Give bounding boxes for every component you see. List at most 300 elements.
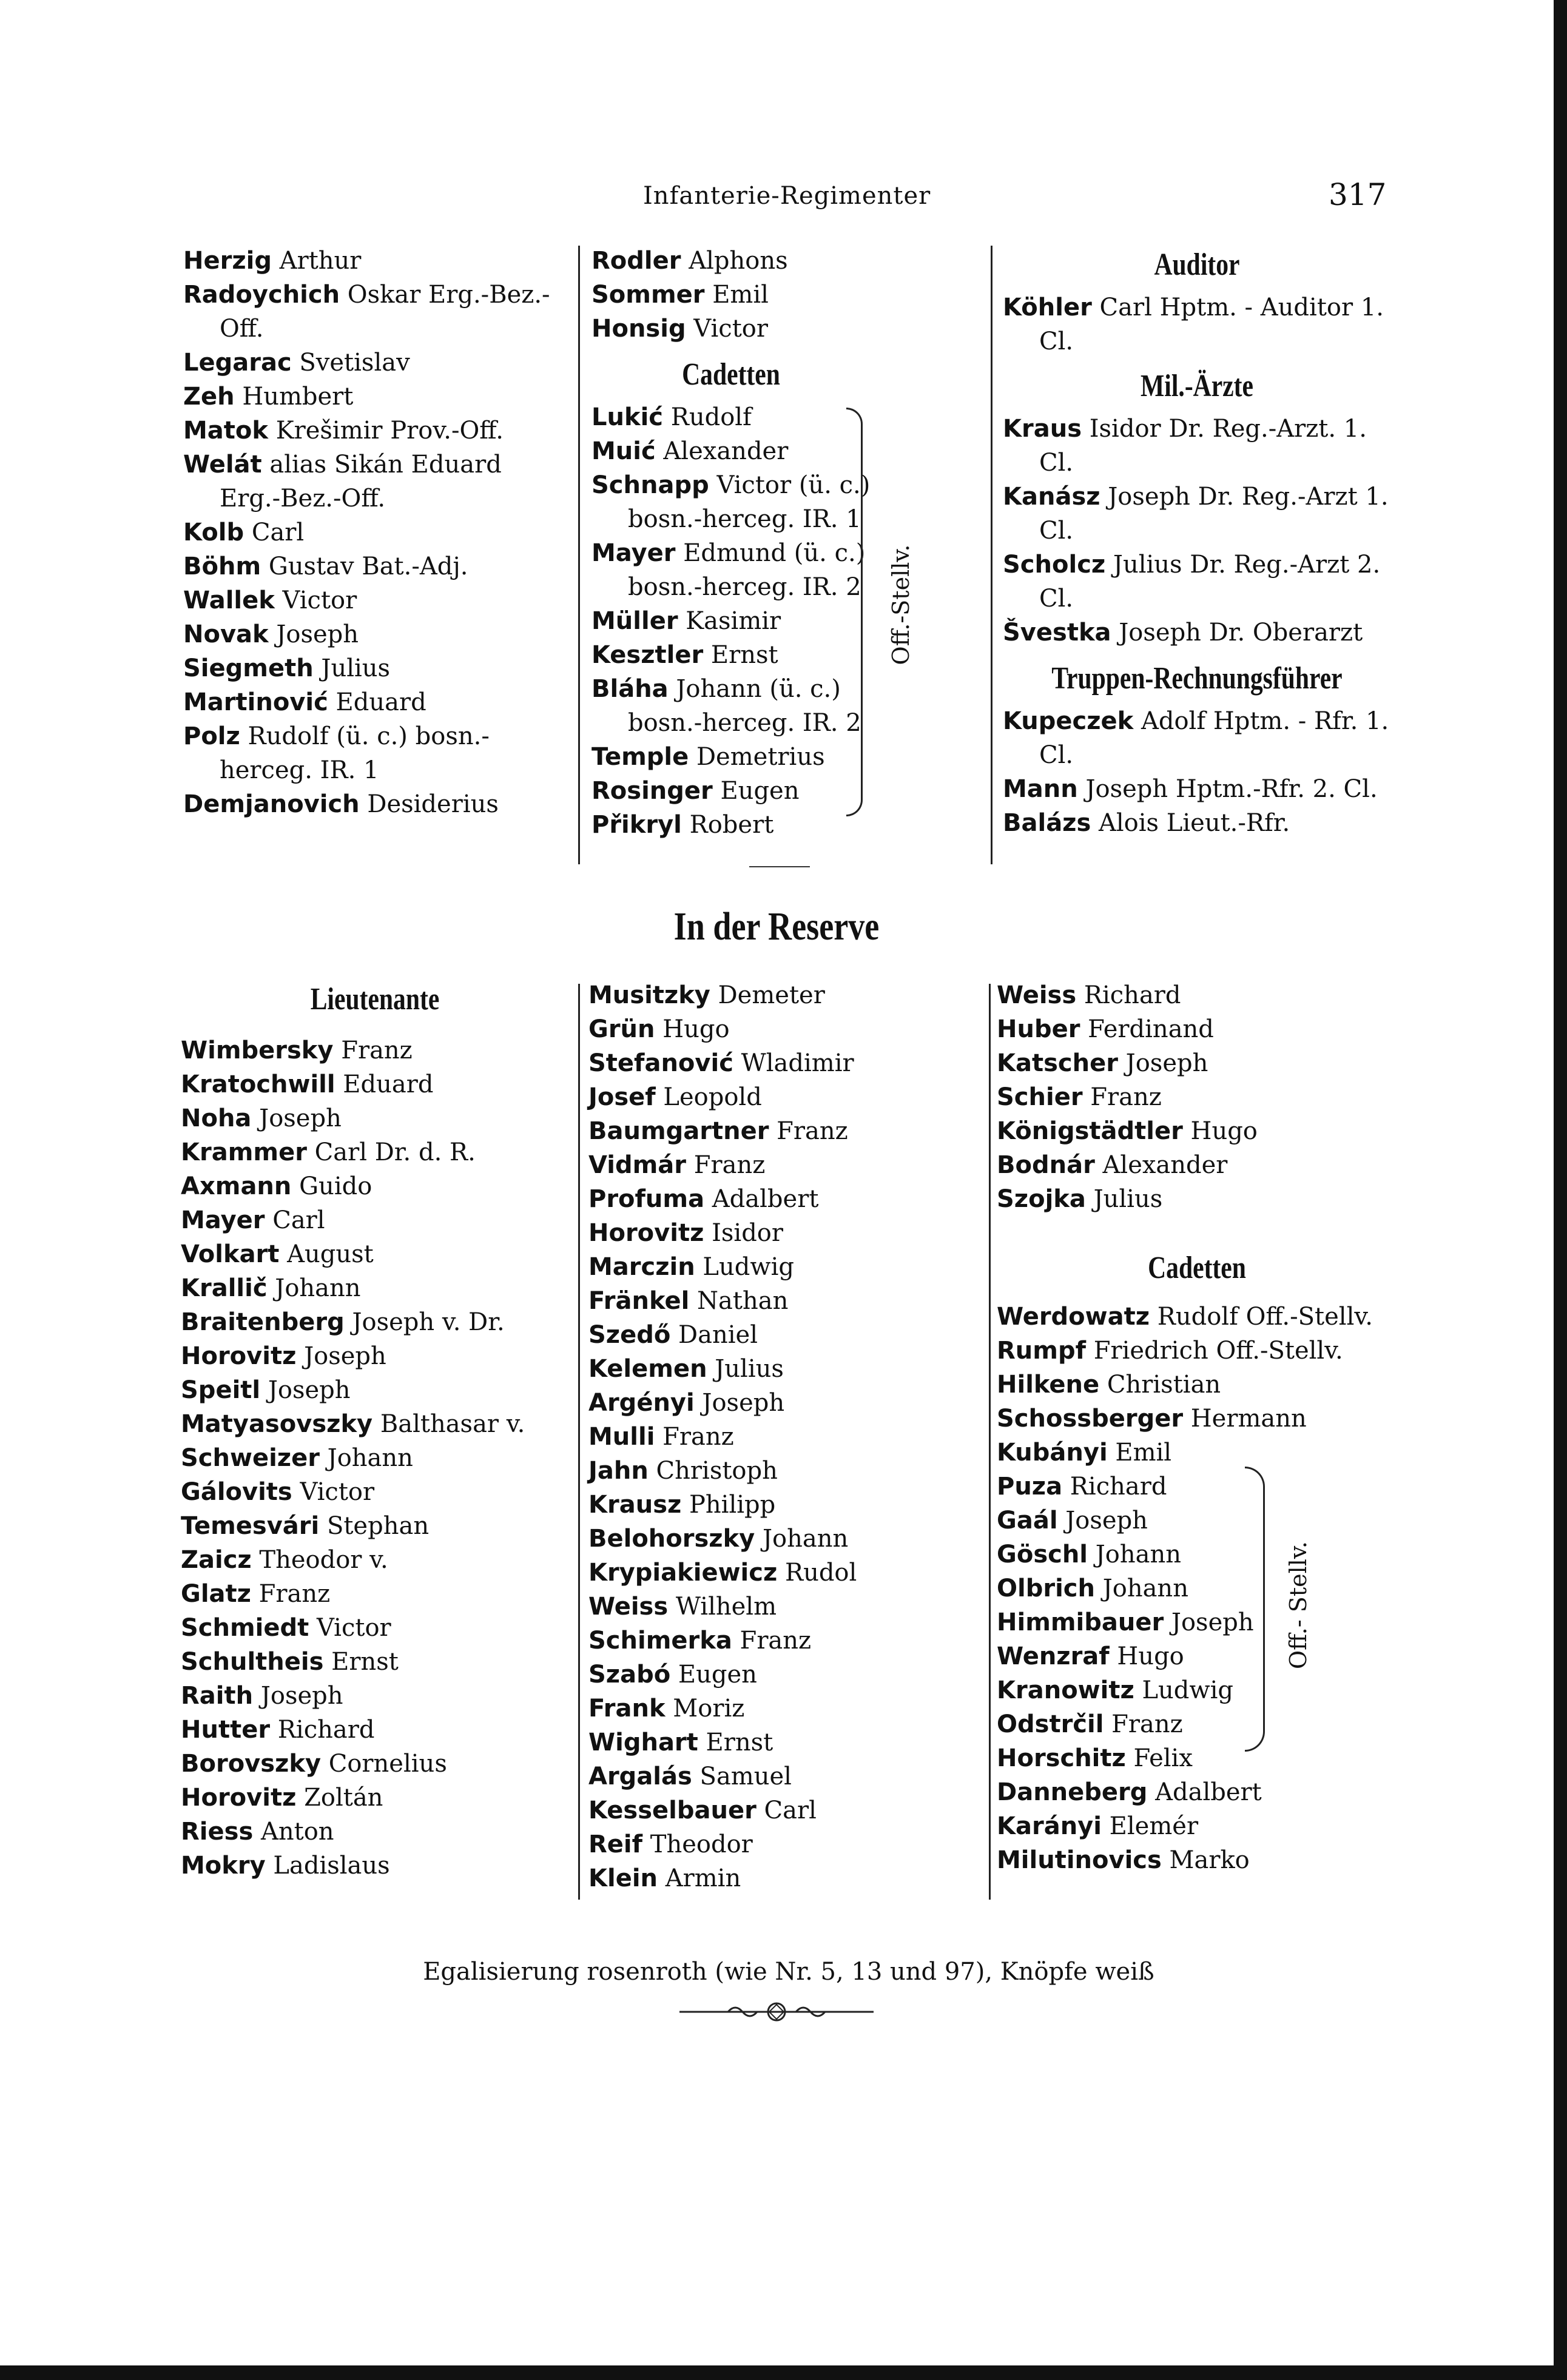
entry-surname: Olbrich — [997, 1575, 1095, 1602]
entry-details: Svetislav — [291, 349, 410, 377]
roster-entry — [997, 1639, 1397, 1673]
entry-surname: Königstädtler — [997, 1117, 1183, 1145]
entry-details: Johann — [755, 1525, 849, 1553]
roster-entry — [588, 1352, 983, 1386]
roster-entry — [591, 604, 871, 638]
entry-surname: Puza — [997, 1473, 1063, 1501]
entry-surname: Profuma — [588, 1185, 705, 1213]
entry-surname: Welát — [183, 451, 262, 479]
roster-entry — [588, 1726, 983, 1760]
entry-surname: Müller — [591, 607, 678, 635]
entry-surname: Frank — [588, 1695, 666, 1723]
entry-details: Zoltán — [296, 1784, 383, 1812]
entry-surname: Schimerka — [588, 1627, 732, 1655]
entry-details: Richard — [1076, 981, 1181, 1009]
entry-details: Guido — [291, 1172, 372, 1200]
entry-surname: Sommer — [591, 281, 705, 309]
roster-entry — [183, 448, 565, 516]
roster-entry — [591, 536, 871, 604]
entry-details: Joseph — [268, 620, 359, 648]
entry-surname: Schultheis — [181, 1648, 324, 1676]
entry-details: Alois Lieut.-Rfr. — [1091, 809, 1290, 837]
section-end-rule — [749, 866, 810, 867]
roster-entry — [181, 1373, 569, 1407]
entry-surname: Rodler — [591, 247, 681, 275]
roster-entry — [588, 1080, 983, 1114]
page-number: 317 — [1329, 177, 1387, 212]
entry-details: Joseph Dr. Oberarzt — [1111, 619, 1363, 647]
entry-details: Moriz — [665, 1695, 745, 1723]
entry-details: Joseph — [296, 1342, 386, 1370]
entry-details: Joseph — [251, 1104, 342, 1132]
roster-entry — [588, 1216, 983, 1250]
entry-details: Johann — [1088, 1541, 1181, 1568]
entry-surname: Hutter — [181, 1716, 271, 1744]
roster-entry — [1003, 704, 1391, 772]
entry-surname: Schier — [997, 1083, 1083, 1111]
entry-surname: Temple — [591, 743, 689, 771]
entry-surname: Odstrčil — [997, 1710, 1104, 1738]
roster-entry — [181, 1611, 569, 1645]
entry-surname: Gaál — [997, 1507, 1058, 1535]
roster-entry — [591, 468, 871, 536]
entry-details: Friedrich Off.-Stellv. — [1086, 1337, 1343, 1365]
entry-details: alias Sikán Eduard Erg.-Bez.-Off. — [220, 451, 502, 513]
entry-details: Joseph Hptm.-Rfr. 2. Cl. — [1077, 775, 1378, 803]
entry-details: Franz — [333, 1037, 413, 1064]
entry-surname: Riess — [181, 1818, 254, 1846]
entry-details: Balthasar v. — [372, 1410, 525, 1438]
entry-surname: Švestka — [1003, 619, 1111, 647]
entry-details: Adalbert — [704, 1185, 819, 1213]
roster-entry — [997, 1572, 1397, 1605]
roster-entry — [588, 1012, 983, 1046]
roster-entry — [588, 1046, 983, 1080]
entry-surname: Vidmár — [588, 1151, 686, 1179]
entry-surname: Scholcz — [1003, 551, 1106, 579]
roster-entry — [181, 1645, 569, 1679]
entry-details: Victor — [274, 587, 357, 614]
roster-entry — [997, 1148, 1397, 1182]
entry-surname: Siegmeth — [183, 654, 314, 682]
entry-surname: Kubányi — [997, 1439, 1108, 1467]
roster-entry — [181, 1781, 569, 1815]
roster-entry — [1003, 291, 1391, 358]
roster-entry — [181, 1747, 569, 1781]
entry-surname: Göschl — [997, 1541, 1088, 1568]
roster-entry — [181, 1509, 569, 1543]
entry-details: Johann — [267, 1274, 361, 1302]
entry-surname: Wenzraf — [997, 1642, 1110, 1670]
entry-details: Johann — [1094, 1575, 1188, 1602]
entry-details: Ernst — [698, 1729, 773, 1756]
entry-surname: Josef — [588, 1083, 656, 1111]
entry-details: Emil — [1107, 1439, 1172, 1467]
entry-details: Victor (ü. c.) bosn.-herceg. IR. 1 — [628, 471, 871, 533]
entry-details: Humbert — [234, 383, 354, 411]
entry-details: Ludwig — [1134, 1676, 1234, 1704]
entry-details: Victor — [309, 1614, 391, 1642]
roster-entry — [588, 1148, 983, 1182]
roster-entry — [183, 550, 565, 583]
entry-details: Elemér — [1101, 1812, 1199, 1840]
entry-details: Johann (ü. c.) bosn.-herceg. IR. 2 — [628, 675, 861, 737]
entry-surname: Kolb — [183, 519, 244, 546]
roster-entry — [181, 1067, 569, 1101]
entry-details: Anton — [253, 1818, 334, 1846]
entry-details: Hugo — [1182, 1117, 1258, 1145]
off-stellv-brace-label: Off.-Stellv. — [888, 544, 914, 665]
entry-details: Ludwig — [695, 1253, 794, 1281]
reserve-right-column — [997, 978, 1397, 1877]
entry-details: Rudolf (ü. c.) bosn.-herceg. IR. 1 — [220, 722, 490, 784]
entry-details: Julius Dr. Reg.-Arzt 2. Cl. — [1039, 551, 1381, 613]
entry-details: Theodor v. — [251, 1546, 388, 1574]
roster-entry — [591, 740, 871, 774]
entry-details: Isidor — [704, 1219, 784, 1247]
entry-surname: Zaicz — [181, 1546, 252, 1574]
entry-details: Carl — [265, 1206, 325, 1234]
entry-details: Wladimir — [733, 1049, 854, 1077]
entry-surname: Kraus — [1003, 415, 1082, 443]
entry-details: Isidor Dr. Reg.-Arzt. 1. Cl. — [1039, 415, 1367, 477]
roster-entry — [588, 1386, 983, 1420]
entry-surname: Bodnár — [997, 1151, 1095, 1179]
entry-surname: Muić — [591, 437, 656, 465]
entry-details: Victor — [686, 315, 768, 343]
entry-surname: Honsig — [591, 315, 686, 343]
roster-entry — [183, 719, 565, 787]
entry-details: Adalbert — [1147, 1778, 1262, 1806]
entry-surname: Schossberger — [997, 1405, 1184, 1433]
roster-entry — [997, 1673, 1397, 1707]
entry-details: Samuel — [692, 1763, 792, 1790]
roster-entry — [183, 244, 565, 278]
entry-surname: Noha — [181, 1104, 252, 1132]
entry-details: Carl — [244, 519, 305, 546]
entry-details: Demeter — [710, 981, 825, 1009]
entry-details: Hermann — [1183, 1405, 1307, 1433]
roster-entry — [997, 1114, 1397, 1148]
entry-surname: Radoychich — [183, 281, 340, 309]
roster-entry — [591, 244, 871, 278]
entry-surname: Krypiakiewicz — [588, 1559, 778, 1587]
roster-entry — [591, 672, 871, 740]
entry-surname: Kanász — [1003, 483, 1100, 511]
entry-surname: Krammer — [181, 1138, 307, 1166]
entry-details: Carl — [756, 1797, 817, 1824]
roster-entry — [183, 787, 565, 821]
entry-surname: Argalás — [588, 1763, 692, 1790]
entry-surname: Mayer — [591, 539, 676, 567]
entry-surname: Schmiedt — [181, 1614, 309, 1642]
entry-surname: Belohorszky — [588, 1525, 755, 1553]
entry-surname: Polz — [183, 722, 240, 750]
entry-details: Carl Dr. d. R. — [306, 1138, 476, 1166]
entry-surname: Mulli — [588, 1423, 655, 1451]
roster-entry — [588, 978, 983, 1012]
mil-aerzte-heading: Mil.-Ärzte — [1141, 369, 1253, 403]
roster-entry — [588, 1284, 983, 1318]
roster-entry — [588, 1658, 983, 1692]
roster-entry — [591, 774, 871, 808]
entry-surname: Werdowatz — [997, 1303, 1150, 1331]
reserve-title: In der Reserve — [673, 904, 880, 949]
entry-surname: Přikryl — [591, 811, 682, 839]
entry-surname: Zeh — [183, 383, 235, 411]
entry-surname: Milutinovics — [997, 1846, 1162, 1874]
roster-entry — [588, 1861, 983, 1895]
entry-details: Eduard — [335, 1071, 434, 1098]
roster-entry — [997, 1436, 1397, 1470]
roster-entry — [183, 380, 565, 414]
entry-details: Edmund (ü. c.) bosn.-herceg. IR. 2 — [628, 539, 866, 601]
entry-surname: Speitl — [181, 1376, 261, 1404]
roster-entry — [997, 1843, 1397, 1877]
entry-details: Franz — [686, 1151, 766, 1179]
entry-surname: Wimbersky — [181, 1037, 334, 1064]
entry-details: August — [279, 1240, 374, 1268]
roster-entry — [997, 1809, 1397, 1843]
entry-surname: Kelemen — [588, 1355, 707, 1383]
entry-details: Carl Hptm. - Auditor 1. Cl. — [1039, 294, 1384, 355]
cadetten-heading: Cadetten — [1148, 1251, 1246, 1285]
entry-details: Theodor — [642, 1830, 753, 1858]
entry-details: Christian — [1099, 1371, 1221, 1399]
roster-entry — [1003, 412, 1391, 480]
roster-entry — [181, 1815, 569, 1849]
roster-entry — [181, 1101, 569, 1135]
entry-details: Felix — [1125, 1744, 1193, 1772]
entry-details: Franz — [251, 1580, 331, 1608]
roster-entry — [997, 1504, 1397, 1538]
roster-entry — [181, 1713, 569, 1747]
entry-surname: Grün — [588, 1015, 655, 1043]
entry-details: Gustav Bat.-Adj. — [261, 553, 468, 580]
entry-surname: Weiss — [588, 1593, 669, 1621]
roster-entry — [997, 1402, 1397, 1436]
roster-entry — [181, 1305, 569, 1339]
roster-entry — [181, 1475, 569, 1509]
entry-surname: Rosinger — [591, 777, 713, 805]
entry-details: Joseph — [1117, 1049, 1208, 1077]
entry-surname: Axmann — [181, 1172, 292, 1200]
cadetten-heading: Cadetten — [682, 357, 780, 392]
upper-left-column — [183, 244, 565, 821]
off-stellv-brace — [1245, 1467, 1265, 1752]
entry-surname: Kesselbauer — [588, 1797, 757, 1824]
roster-entry — [591, 638, 871, 672]
entry-surname: Glatz — [181, 1580, 251, 1608]
entry-surname: Gálovits — [181, 1478, 292, 1506]
roster-entry — [997, 1334, 1397, 1368]
entry-surname: Temesvári — [181, 1512, 320, 1540]
roster-entry — [588, 1454, 983, 1488]
off-stellv-brace-label: Off.- Stellv. — [1285, 1541, 1312, 1669]
roster-entry — [1003, 806, 1391, 840]
entry-details: Rudolf — [663, 403, 752, 431]
entry-surname: Demjanovich — [183, 790, 360, 818]
off-stellv-brace — [846, 408, 863, 816]
roster-entry — [181, 1441, 569, 1475]
entry-details: Nathan — [689, 1287, 789, 1315]
roster-entry — [183, 414, 565, 448]
entry-surname: Rumpf — [997, 1337, 1086, 1365]
entry-details: Richard — [270, 1716, 375, 1744]
roster-entry — [1003, 616, 1391, 650]
entry-surname: Bláha — [591, 675, 669, 703]
roster-entry — [588, 1182, 983, 1216]
entry-details: Victor — [292, 1478, 375, 1506]
entry-surname: Horschitz — [997, 1744, 1126, 1772]
entry-details: Oskar Erg.-Bez.-Off. — [220, 281, 550, 343]
entry-details: Wilhelm — [668, 1593, 777, 1621]
entry-details: Franz — [1082, 1083, 1162, 1111]
entry-details: Eugen — [670, 1661, 757, 1689]
scan-edge-right — [1554, 0, 1567, 2380]
entry-details: Leopold — [655, 1083, 762, 1111]
upper-middle-column — [591, 244, 871, 842]
entry-surname: Lukić — [591, 403, 663, 431]
reserve-left-column — [181, 974, 569, 1883]
entry-surname: Stefanović — [588, 1049, 733, 1077]
entry-surname: Kesztler — [591, 641, 704, 669]
roster-entry — [997, 1368, 1397, 1402]
auditor-heading: Auditor — [1154, 247, 1240, 282]
entry-surname: Krallič — [181, 1274, 268, 1302]
entry-surname: Horovitz — [588, 1219, 704, 1247]
entry-surname: Szedő — [588, 1321, 671, 1349]
lieutenante-heading: Lieutenante — [310, 982, 440, 1017]
entry-surname: Borovszky — [181, 1750, 322, 1778]
entry-surname: Mokry — [181, 1852, 266, 1880]
ornamental-divider-icon — [673, 1978, 880, 2045]
entry-surname: Volkart — [181, 1240, 280, 1268]
roster-entry — [997, 1741, 1397, 1775]
entry-surname: Reif — [588, 1830, 643, 1858]
entry-surname: Raith — [181, 1682, 254, 1710]
entry-details: Joseph — [253, 1682, 343, 1710]
roster-entry — [588, 1318, 983, 1352]
entry-surname: Szojka — [997, 1185, 1086, 1213]
roster-entry — [588, 1793, 983, 1827]
entry-surname: Wighart — [588, 1729, 698, 1756]
entry-details: Hugo — [1109, 1642, 1184, 1670]
entry-details: Julius — [313, 654, 391, 682]
roster-entry — [588, 1488, 983, 1522]
roster-entry — [181, 1271, 569, 1305]
roster-entry — [181, 1407, 569, 1441]
entry-details: Johann — [319, 1444, 413, 1472]
roster-entry — [997, 1707, 1397, 1741]
entry-details: Adolf Hptm. - Rfr. 1. Cl. — [1039, 707, 1389, 769]
roster-entry — [588, 1250, 983, 1284]
roster-entry — [1003, 480, 1391, 548]
entry-details: Franz — [1104, 1710, 1183, 1738]
roster-entry — [588, 1760, 983, 1793]
roster-entry — [181, 1135, 569, 1169]
entry-surname: Krausz — [588, 1491, 682, 1519]
entry-details: Kasimir — [678, 607, 781, 635]
roster-entry — [997, 1605, 1397, 1639]
entry-details: Ferdinand — [1080, 1015, 1214, 1043]
entry-surname: Balázs — [1003, 809, 1091, 837]
roster-entry — [181, 1577, 569, 1611]
roster-entry — [181, 1237, 569, 1271]
entry-surname: Wallek — [183, 587, 275, 614]
entry-surname: Novak — [183, 620, 269, 648]
entry-details: Daniel — [670, 1321, 758, 1349]
entry-details: Franz — [769, 1117, 848, 1145]
entry-details: Ernst — [703, 641, 778, 669]
column-rule — [578, 246, 580, 864]
column-rule — [989, 984, 991, 1900]
entry-details: Joseph — [1057, 1507, 1148, 1535]
roster-entry — [591, 434, 871, 468]
entry-details: Rudolf Off.-Stellv. — [1150, 1303, 1373, 1331]
entry-surname: Szabó — [588, 1661, 671, 1689]
entry-surname: Himmibauer — [997, 1609, 1164, 1636]
roster-entry — [591, 808, 871, 842]
entry-details: Cornelius — [321, 1750, 447, 1778]
roster-entry — [183, 516, 565, 550]
roster-entry — [591, 400, 871, 434]
entry-surname: Kratochwill — [181, 1071, 335, 1098]
roster-entry — [997, 1080, 1397, 1114]
entry-surname: Kranowitz — [997, 1676, 1134, 1704]
roster-entry — [997, 978, 1397, 1012]
entry-surname: Matyasovszky — [181, 1410, 373, 1438]
column-rule — [578, 984, 580, 1900]
roster-entry — [183, 346, 565, 380]
entry-surname: Karányi — [997, 1812, 1102, 1840]
entry-details: Julius — [707, 1355, 784, 1383]
entry-details: Ladislaus — [265, 1852, 390, 1880]
entry-details: Ernst — [323, 1648, 399, 1676]
entry-surname: Hilkene — [997, 1371, 1100, 1399]
entry-details: Joseph — [1164, 1609, 1254, 1636]
roster-entry — [591, 312, 871, 346]
roster-entry — [588, 1522, 983, 1556]
entry-surname: Huber — [997, 1015, 1080, 1043]
entry-details: Marko — [1161, 1846, 1250, 1874]
entry-surname: Argényi — [588, 1389, 695, 1417]
entry-details: Franz — [655, 1423, 734, 1451]
entry-surname: Marczin — [588, 1253, 695, 1281]
upper-right-column — [1003, 240, 1391, 840]
entry-surname: Klein — [588, 1864, 658, 1892]
roster-entry — [588, 1692, 983, 1726]
entry-details: Demetrius — [689, 743, 825, 771]
entry-details: Joseph — [694, 1389, 785, 1417]
roster-entry — [997, 1300, 1397, 1334]
roster-entry — [997, 1470, 1397, 1504]
footnote-egalisierung: Egalisierung rosenroth (wie Nr. 5, 13 und 97), Knöpfe weiß — [423, 1958, 1154, 1986]
entry-surname: Böhm — [183, 553, 261, 580]
entry-surname: Schweizer — [181, 1444, 320, 1472]
roster-entry — [181, 1543, 569, 1577]
roster-entry — [183, 685, 565, 719]
entry-surname: Martinović — [183, 688, 328, 716]
entry-surname: Kupeczek — [1003, 707, 1134, 735]
roster-entry — [997, 1046, 1397, 1080]
entry-details: Eduard — [328, 688, 426, 716]
page-header-title: Infanterie-Regimenter — [643, 182, 931, 210]
entry-details: Julius — [1085, 1185, 1163, 1213]
entry-surname: Musitzky — [588, 981, 710, 1009]
roster-entry — [183, 583, 565, 617]
roster-entry — [588, 1624, 983, 1658]
